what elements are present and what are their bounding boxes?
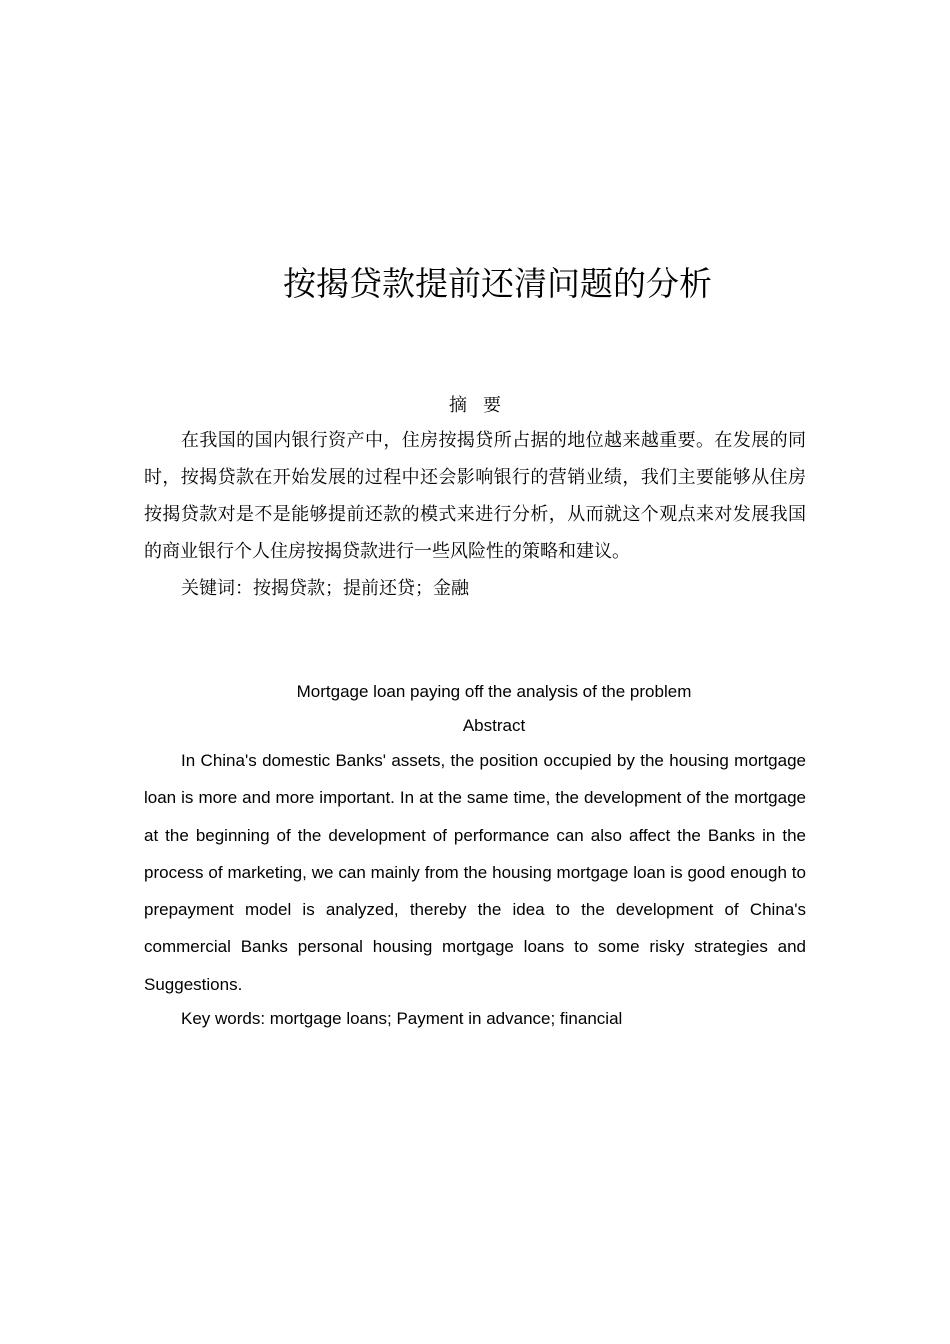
abstract-body-en: In China's domestic Banks' assets, the position occupied by the housing mortgage loan is more and more important. In at the same time, the development of the mortgage at the beginning of the development of performance can also affect the Banks in the process of marketing, we can mainly from the housing mortgage loan is good enough to prepayment model is analyzed, thereby the idea to the development of China's commercial Banks personal housing mortgage loans to some risky strategies and Suggestions. <box>144 751 806 994</box>
keywords-cn: 关键词：按揭贷款；提前还贷；金融 <box>181 578 469 599</box>
abstract-heading-en: Abstract <box>462 716 526 735</box>
document-title-cn: 按揭贷款提前还清问题的分析 <box>283 264 712 303</box>
abstract-body-cn: 在我国的国内银行资产中，住房按揭贷所占据的地位越来越重要。在发展的同时，按揭贷款在开始发展的过程中还会影响银行的营销业绩，我们主要能够从住房按揭贷款对是不是能够提前还款的模式来进行分析，从而就这个观点来对发展我国的商业银行个人住房按揭贷款进行一些风险性的策略和建议。 <box>144 430 806 562</box>
abstract-heading-cn: 摘要 <box>449 395 517 416</box>
keywords-en: Key words: mortgage loans; Payment in advance; financial <box>181 1009 623 1028</box>
document-title-en: Mortgage loan paying off the analysis of the problem <box>296 682 692 701</box>
